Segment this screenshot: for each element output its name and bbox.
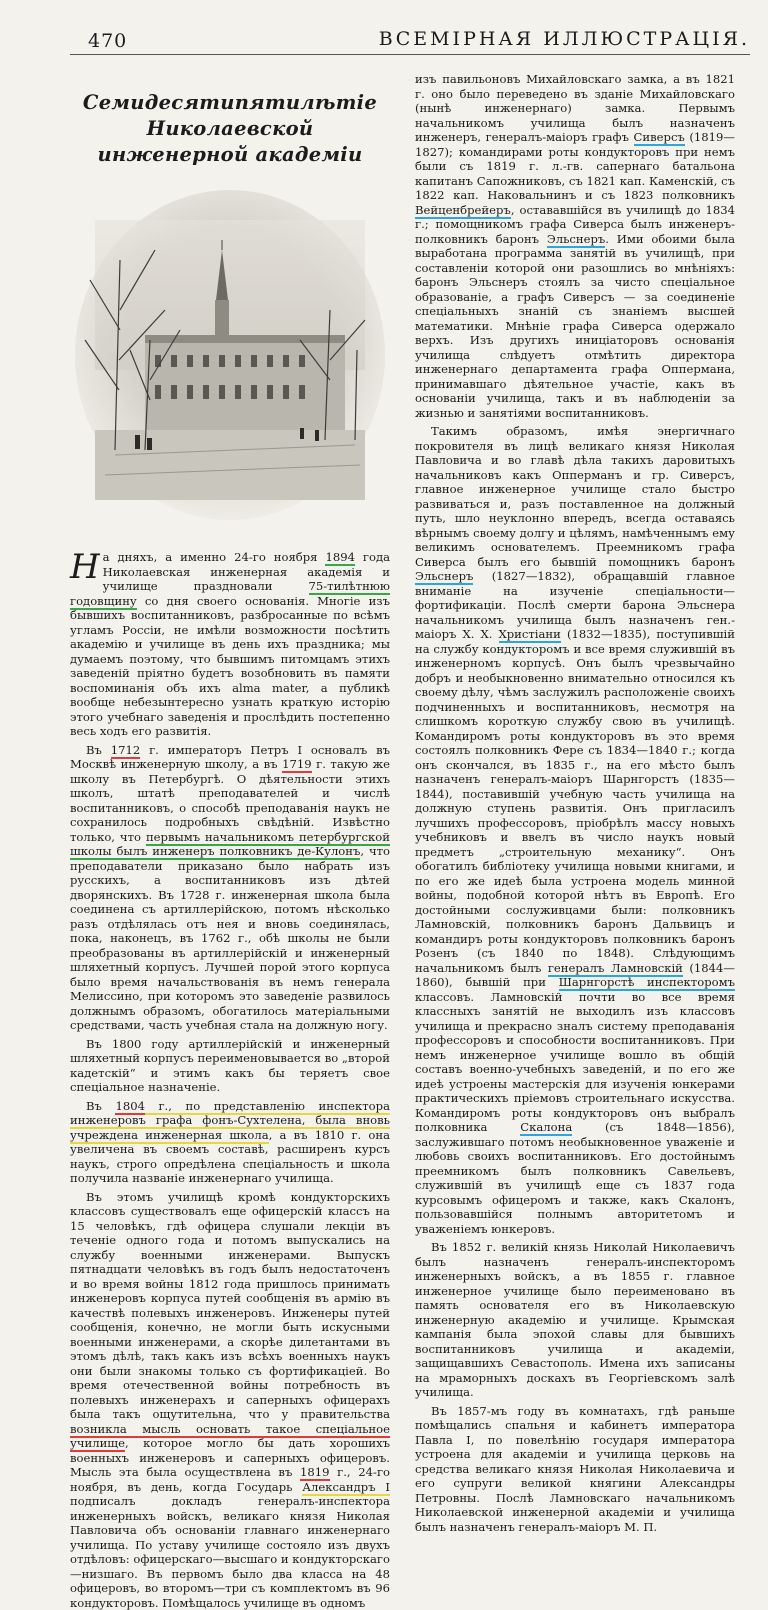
drop-cap: Н [70, 552, 100, 582]
highlight-weizenbreier: Вейценбрейеръ [415, 203, 511, 219]
intro-text-c: со дня своего основанiя. Многiе изъ бывшихъ воспитанниковъ, разбросанные по всѣмъ угламъ Россiи, не имѣли возможности посѣтить академiю и училище въ день ихъ праздника; мы думаемъ поэтому, что бывшимъ питомцамъ этихъ заведенiй прiятно будетъ возобновить въ памяти воспоминанiя объ ихъ alma mater, а публикѣ вообще небезынтересно узнать краткую исторiю этого учебнаго заведенiя и прослѣдить постепенно весь ходъ его развитiя. [70, 594, 390, 739]
page-header [70, 20, 750, 55]
officer-text-c: г., 24-го ноября, въ день, когда Государь [70, 1465, 390, 1494]
journal-title: ВСЕМIРНАЯ ИЛЛЮСТРАЦIЯ. [379, 28, 750, 50]
paragraph-successors [415, 424, 735, 1236]
succ-text-e: классовъ. Ламновскiй почти во все время классныхъ занятiй не выходилъ изъ классовъ училища и прекрасно зналъ систему преподаванiя профессоровъ и способности воспитанниковъ. При немъ инженерное училище вошло въ общiй составъ военно-учебныхъ заведенiй, и по его же идеѣ устроены мастерскiя для изученiя юнкерами практическихъ прiемовъ строительнаго искусства. Командиромъ роты кондукторовъ онъ выбралъ полковника [415, 990, 735, 1135]
right-column [415, 72, 735, 1592]
paragraph-1804 [70, 1099, 390, 1186]
succ-text-b: (1827—1832), обращавшiй главное вниманiе на изученiе спецiальности—фортификацiи. Послѣ смерти барона Эльснера начальникомъ училища былъ назначенъ ген.-маiоръ Х. Х. [415, 569, 735, 641]
peter-text-a: Въ [86, 743, 111, 757]
paragraph-1852: Въ 1852 г. великiй князь Николай Николаевичъ былъ назначенъ генералъ-инспекторомъ инженерныхъ войскъ, а въ 1855 г. главное инженерное училище было переименовано въ память основателя его въ Николаевскую инженерную академiю и училище. Крымская кампанiя была эпохой славы для бывшихъ воспитанниковъ училища и академiи, защищавшихъ Севастополь. Имена ихъ записаны на мраморныхъ доскахъ въ Георгiевскомъ залѣ училища. [415, 1240, 735, 1400]
highlight-christiani: Христiани [499, 627, 561, 643]
highlight-year-1819: 1819 [300, 1465, 330, 1481]
p1804-text-a: Въ [86, 1099, 115, 1113]
officer-text-d: подписалъ докладъ генералъ-инспектора инженерныхъ войскъ, великаго князя Николая Павловича объ основанiи главнаго инженернаго училища. По уставу училище состояло изъ двухъ отдѣловъ: офицерскаго—высшаго и кондукторскаго—низшаго. Въ первомъ было два класса на 48 офицеровъ, во второмъ—три съ комплектомъ въ 96 кондукторовъ. Помѣщалось училище въ одномъ [70, 1494, 390, 1610]
highlight-first-chief: первымъ начальникомъ петербургской школы былъ инженеръ полковникъ де-Кулонъ [70, 830, 390, 861]
title-line-1: Семидесятипятилѣтiе [70, 90, 390, 116]
intro-text-b: года Николаевская инженерная академiя и училище праздновали [103, 550, 390, 593]
paragraph-peter [70, 743, 390, 1033]
highlight-year-1712: 1712 [111, 743, 141, 759]
highlight-sivers: Сиверсъ [634, 130, 685, 146]
highlight-lamnovsky: генералъ Ламновскiй [548, 961, 683, 977]
paragraph-castle [415, 72, 735, 420]
highlight-school-founded: г., по представленiю инспектора инженеровъ графа фонъ-Сухтелена, была вновь учреждена инженерная школа [70, 1099, 390, 1144]
officer-text-b: , которое могло бы дать хорошихъ военныхъ инженеровъ и саперныхъ офицеровъ. Мысль эта была осуществлена въ [70, 1436, 390, 1479]
highlight-year-1804: 1804 [115, 1099, 145, 1115]
castle-text-d: . Ими обоими была выработана программа занятiй въ училищѣ, при составленiи которой они разошлись во мнѣнiяхъ: баронъ Эльснеръ стоялъ за чисто спецiальное образованiе, а графъ Сиверсъ — за соединенiе спецiальныхъ знанiй съ знанiемъ высшей математики. Мнѣнiе графа Сиверса одержало верхъ. Изъ другихъ иницiаторовъ основанiя училища слѣдуетъ отмѣтить директора инженернаго департамента графа Оппермана, принимавшаго дѣятельное участiе, какъ въ основанiи училища, такъ и въ наблюденiи за жизнью и занятiями воспитанниковъ. [415, 232, 735, 420]
peter-text-d: , что преподаватели приказано было набрать изъ русскихъ, а воспитанниковъ изъ дѣтей дворянскихъ. Въ 1728 г. инженерная школа была соединена съ артиллерiйскою, потомъ нѣсколько разъ отдѣлялась отъ нея и вновь соединялась, пока, наконецъ, въ 1762 г., обѣ школы не были преобразованы въ артиллерiйскiй и инженерный шляхетный корпусъ. Лучшей порой этого корпуса было время начальствованiя въ немъ генерала Мелиссино, при которомъ это заведенiе развилось должнымъ образомъ, обогатилось матерiальными средствами, часть учебная стала на должную ногу. [70, 844, 390, 1032]
article-title [70, 90, 390, 168]
highlight-elsner-2: Эльснеръ [415, 569, 473, 585]
highlight-scharnhorst: Шарнгорстѣ инспекторомъ [559, 975, 735, 991]
succ-text-f: (съ 1848—1856), заслужившаго потомъ необыкновенное уваженiе и любовь своихъ воспитанниковъ. Его достойнымъ преемникомъ былъ полковникъ Савельевъ, служившiй въ училищѣ еще съ 1837 года курсовымъ офицеромъ и также, какъ Скалонъ, пользовавшiйся полнымъ авторитетомъ и уваженiемъ юнкеровъ. [415, 1120, 735, 1236]
succ-text-d: (1844—1860), бывшiй при [415, 961, 735, 990]
highlight-elsner: Эльснеръ [547, 232, 605, 248]
castle-engraving [75, 190, 385, 520]
paragraph-1800: Въ 1800 году артиллерiйскiй и инженерный шляхетный корпусъ переименовывается во „второй кадетскiй“ и этимъ какъ бы теряетъ свое спецiальное назначенiе. [70, 1037, 390, 1095]
castle-text-a: изъ павильоновъ Михайловскаго замка, а въ 1821 г. оно было переведено въ зданiе Михайловскаго (нынѣ инженернаго) замка. Первымъ начальникомъ училища былъ назначенъ инженеръ, генералъ-маiоръ графъ [415, 72, 735, 144]
castle-text-b: (1819—1827); командирами роты кондукторовъ при немъ были съ 1819 г. л.-гв. сапернаго батальона капитанъ Сапожниковъ, съ 1821 кап. Каменскiй, съ 1822 кап. Наковальнинъ и съ 1823 полковникъ [415, 130, 735, 202]
succ-text-c: (1832—1835), поступившiй на службу кондукторомъ и все время служившiй въ инженерномъ корпусѣ. Онъ былъ чрезвычайно добръ и необыкновенно внимательно относился къ своему дѣлу, чѣмъ заслужилъ расположенiе своихъ подчиненныхъ и воспитанниковъ, несмотря на слишкомъ короткую службу свою въ училищѣ. Командиромъ роты кондукторовъ въ это время состоялъ полковникъ Фере съ 1834—1840 г.; когда онъ скончался, въ 1835 г., на его мѣсто былъ назначенъ генералъ-маiоръ Шарнгорстъ (1835—1844), поставившiй учебную часть училища на должную ступень развитiя. Онъ пригласилъ лучшихъ профессоровъ, прiобрѣлъ массу новыхъ учебниковъ и ввелъ въ число наукъ новый предметъ „строительную механику“. Онъ обогатилъ библiотеку училища новыми книгами, и по его же идеѣ была устроена модель минной войны, подобной которой нѣтъ въ Европѣ. Его достойными сослуживцами были: полковникъ Ламновскiй, полковникъ баронъ Дальвицъ и командиръ роты кондукторовъ полковникъ баронъ Розенъ (съ 1840 по 1848). Слѣдующимъ начальникомъ былъ [415, 627, 735, 975]
highlight-tsar: Александръ I [302, 1480, 390, 1496]
peter-text-b: г. императоръ Петръ I основалъ въ Москвѣ инженерную школу, а въ [70, 743, 390, 772]
page-number: 470 [88, 30, 127, 52]
intro-text-a: а дняхъ, а именно 24-го ноября [103, 550, 326, 564]
p1804-text-c: , а въ 1810 г. она увеличена въ своемъ составѣ, расширенъ курсъ наукъ, строго опредѣлена спецiальность и школа получила названiе инженернаго училища. [70, 1128, 390, 1186]
title-line-2: Николаевской инженерной академiи [70, 116, 390, 168]
paragraph-intro [70, 550, 390, 739]
officer-text-a: Въ этомъ училищѣ кромѣ кондукторскихъ классовъ существовалъ еще офицерскiй классъ на 15 человѣкъ, гдѣ офицера слушали лекцiи въ теченiе одного года и потомъ выпускались на службу военными инженерами. Выпускъ пятнадцати человѣкъ въ годъ былъ недостаточенъ и во время войны 1812 года пришлось принимать инженеровъ корпуса путей сообщенiя въ армiю въ качествѣ полевыхъ инженеровъ. Инженеры путей сообщенiя, конечно, не могли быть искусными военными инженерами, а скорѣе дилетантами въ этомъ дѣлѣ, такъ какъ изъ всѣхъ военныхъ наукъ они были знакомы только съ фортификацiей. Во время отечественной войны потребность въ полевыхъ инженерахъ и саперныхъ офицерахъ была такъ ощутительна, что у правительства [70, 1190, 390, 1422]
highlight-idea: возникла мысль основать такое спецiальное училище [70, 1422, 390, 1453]
highlight-year-1719: 1719 [282, 757, 312, 773]
castle-text-c: , остававшiйся въ училищѣ до 1834 г.; помощникомъ графа Сиверса былъ инженеръ-полковникъ баронъ [415, 203, 735, 246]
succ-text-a: Такимъ образомъ, имѣя энергичнаго покровителя въ лицѣ великаго князя Николая Павловича и во главѣ дѣла такихъ даровитыхъ начальниковъ какъ Опперманъ и гр. Сиверсъ, главное инженерное училище стало быстро развиваться и, разъ поставленное на должный путь, шло неуклонно впередъ, всегда оставаясь вѣрнымъ своему долгу и цѣлямъ, намѣченнымъ ему великимъ основателемъ. Преемникомъ графа Сиверса былъ его бывшiй помощникъ баронъ [415, 424, 735, 569]
left-column [70, 72, 390, 1592]
highlight-anniversary: 75-тилѣтнюю годовщину [70, 579, 390, 610]
paragraph-officer-class [70, 1190, 390, 1610]
peter-text-c: г. такую же школу въ Петербургѣ. О дѣятельности этихъ школъ, штатѣ преподавателей и числѣ воспитанниковъ, о способѣ преподаванiя наукъ не сохранилось подробныхъ свѣдѣнiй. Извѣстно только, что [70, 757, 390, 844]
highlight-year-1894: 1894 [325, 550, 355, 566]
highlight-skalon: Скалона [520, 1120, 572, 1136]
paragraph-1857: Въ 1857-мъ году въ комнатахъ, гдѣ раньше помѣщались спальня и кабинетъ императора Павла I, по повелѣнiю государя императора устроена для академiи и училища церковь на средства великаго князя Николая Николаевича и его супруги великой княгини Александры Петровны. Послѣ Ламновскаго начальникомъ Николаевской инженерной академiи и училища былъ назначенъ генералъ-маiоръ М. П. [415, 1404, 735, 1535]
